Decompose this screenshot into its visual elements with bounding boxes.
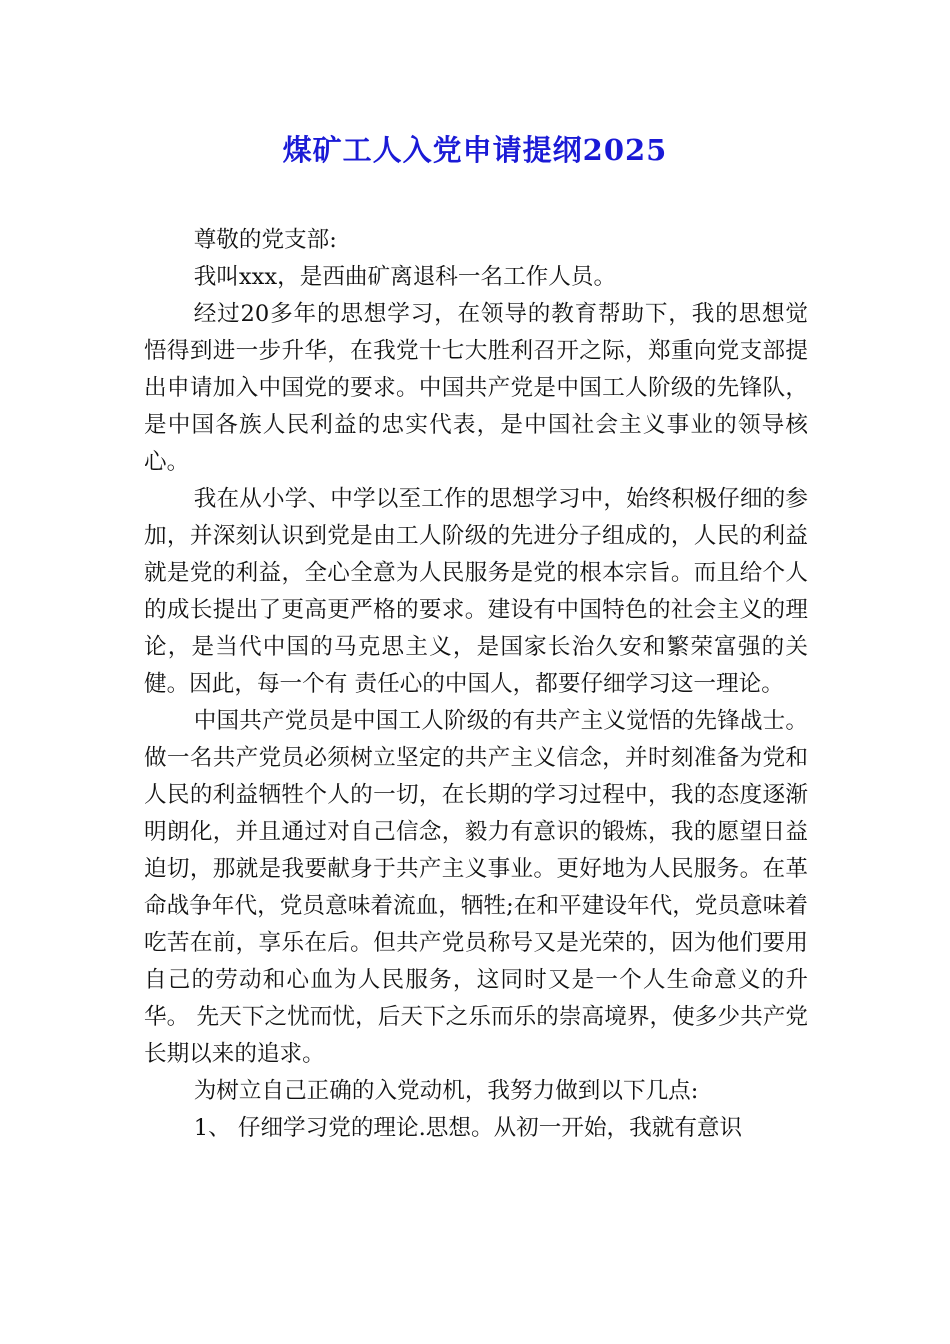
document-title: 煤矿工人入党申请提纲2025 — [282, 133, 668, 167]
paragraph: 为树立自己正确的入党动机，我努力做到以下几点: — [193, 1078, 699, 1104]
paragraph: 我在从小学、中学以至工作的思想学习中，始终积极仔细的参加，并深刻认识到党是由工人阶级的先进分子组成的，人民的利益就是党的利益，全心全意为人民服务是党的根本宗旨。而且给个人的成长提出了更高更严格的要求。建设有中国特色的社会主义的理论，是当代中国的马克思主义，是国家长治久安和繁荣富强的关健。因此，每一个有 责任心的中国人，都要仔细学习这一理论。 — [144, 486, 808, 697]
salutation: 尊敬的党支部: — [193, 227, 337, 253]
paragraph: 经过20多年的思想学习，在领导的教育帮助下，我的思想觉悟得到进一步升华，在我党十七大胜利召开之际，郑重向党支部提出申请加入中国党的要求。中国共产党是中国工人阶级的先锋队，是中国各族人民利益的忠实代表，是中国社会主义事业的领导核心。 — [144, 301, 808, 475]
document-body — [144, 222, 808, 1147]
paragraph-intro: 我叫xxx，是西曲矿离退科一名工作人员。 — [193, 264, 617, 290]
paragraph: 中国共产党员是中国工人阶级的有共产主义觉悟的先锋战士。做一名共产党员必须树立坚定的共产主义信念，并时刻准备为党和人民的利益牺牲个人的一切，在长期的学习过程中，我的态度逐渐明朗化，并且通过对自己信念，毅力有意识的锻炼，我的愿望日益迫切，那就是我要献身于共产主义事业。更好地为人民服务。在革命战争年代，党员意味着流血，牺牲;在和平建设年代，党员意味着吃苦在前，享乐在后。但共产党员称号又是光荣的，因为他们要用自己的劳动和心血为人民服务，这同时又是一个人生命意义的升华。 先天下之忧而忧，后天下之乐而乐的崇高境界，使多少共产党长期以来的追求。 — [144, 708, 808, 1067]
list-item: 1、 仔细学习党的理论.思想。从初一开始，我就有意识 — [193, 1115, 743, 1141]
